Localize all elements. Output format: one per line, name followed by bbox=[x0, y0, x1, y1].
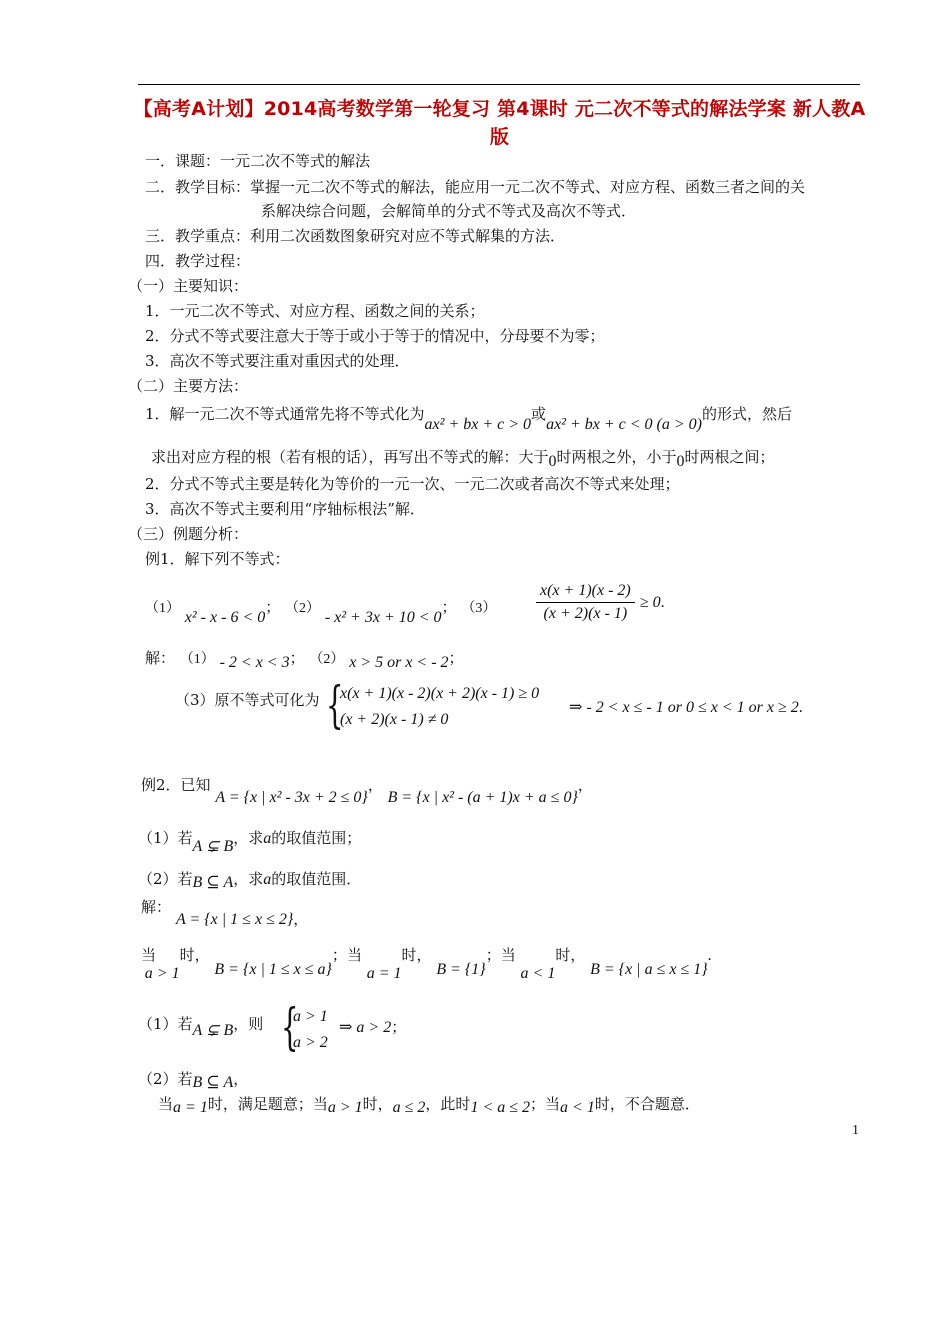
case1-cond: a > 1 bbox=[144, 965, 180, 982]
sol2-label: （2） bbox=[309, 652, 345, 667]
q2-text-c: 的取值范围． bbox=[271, 870, 362, 888]
sol3-brace: { bbox=[326, 676, 344, 734]
method-1-text-d: 时两根之外，小于 bbox=[556, 448, 677, 466]
case1-sep: ； bbox=[331, 946, 347, 964]
ex1-p1-label: （1） bbox=[145, 601, 180, 616]
ex2-question-2 bbox=[138, 869, 361, 890]
section-process: 四．教学过程： bbox=[145, 252, 251, 270]
s1-system bbox=[293, 1004, 328, 1056]
example-2-prompt-line bbox=[141, 775, 593, 806]
f-dang1: 当 bbox=[158, 1095, 174, 1113]
page-number: 1 bbox=[852, 1123, 859, 1138]
f-text3: ，此时 bbox=[425, 1095, 471, 1113]
sol-sep1: ； bbox=[289, 649, 305, 667]
method-1-expr2: ax² + bx + c < 0 (a > 0) bbox=[546, 416, 703, 433]
s1-brace: { bbox=[281, 998, 299, 1056]
f-text4: ；当 bbox=[530, 1095, 561, 1113]
sol2-expr: x > 5 or x < - 2 bbox=[349, 654, 449, 671]
s2-comma: ， bbox=[233, 1070, 249, 1088]
s1-line2: a > 2 bbox=[293, 1034, 328, 1051]
ex2-set-A-result: A = {x | 1 ≤ x ≤ 2} bbox=[176, 911, 294, 928]
case1-shi: 时， bbox=[179, 946, 210, 964]
s2-relation: B ⊆ A bbox=[192, 1074, 234, 1091]
f-text2: 时， bbox=[362, 1095, 393, 1113]
ex2-sol-1-line bbox=[138, 1014, 264, 1039]
case3-period: . bbox=[707, 947, 712, 964]
method-1-text-a: 1．解一元二次不等式通常先将不等式化为 bbox=[145, 405, 425, 423]
q2-text-a: （2）若 bbox=[138, 870, 193, 888]
sol1-expr: - 2 < x < 3 bbox=[219, 654, 290, 671]
ex1-p3-period: . bbox=[660, 594, 665, 611]
case2-shi: 时， bbox=[401, 946, 432, 964]
ex1-p1-expr: x² - x - 6 < 0 bbox=[184, 609, 266, 626]
method-1-text-e: 时两根之间； bbox=[684, 448, 775, 466]
case3-cond: a < 1 bbox=[520, 965, 556, 982]
f-cond2: a > 1 bbox=[327, 1099, 363, 1116]
case1-set: B = {x | 1 ≤ x ≤ a} bbox=[214, 961, 332, 978]
s1-relation: A ⊊ B bbox=[192, 1022, 234, 1039]
s1-result-line bbox=[339, 1017, 406, 1038]
q2-relation: B ⊆ A bbox=[192, 874, 234, 891]
sol3-line2: (x + 2)(x - 1) ≠ 0 bbox=[340, 711, 449, 728]
example-1-solution bbox=[145, 648, 464, 670]
case3-dang: 当 bbox=[500, 946, 516, 964]
case2-cond: a = 1 bbox=[366, 965, 402, 982]
ex1-sep1: ； bbox=[265, 598, 281, 616]
q2-text-b: ，求 bbox=[233, 870, 264, 888]
f-cond5: a < 1 bbox=[560, 1099, 595, 1116]
example-1-problems bbox=[145, 597, 497, 626]
s2-text-a: （2）若 bbox=[138, 1070, 193, 1088]
ex2-set-A-result-line bbox=[176, 909, 308, 930]
s1-semi: ； bbox=[391, 1018, 407, 1036]
method-3: 3．高次不等式主要利用“序轴标根法”解． bbox=[145, 500, 425, 518]
case2-set: B = {1} bbox=[436, 961, 486, 978]
case3-shi: 时， bbox=[555, 946, 586, 964]
knowledge-item-2: 2．分式不等式要注意大于等于或小于等于的情况中，分母要不为零； bbox=[145, 327, 605, 345]
knowledge-item-1: 1．一元二次不等式、对应方程、函数之间的关系； bbox=[145, 302, 485, 320]
f-cond4: 1 < a ≤ 2 bbox=[470, 1099, 531, 1116]
methods-heading: （二）主要方法： bbox=[128, 377, 249, 395]
f-text5: 时，不合题意． bbox=[594, 1095, 700, 1113]
ex1-p3-label: （3） bbox=[461, 601, 497, 616]
ex1-p3-fraction bbox=[536, 582, 665, 623]
method-1-line2 bbox=[151, 447, 775, 468]
ex2-set-A: A = {x | x² - 3x + 2 ≤ 0} bbox=[215, 789, 368, 806]
case2-dang: 当 bbox=[346, 946, 362, 964]
method-1-expr1: ax² + bx + c > 0 bbox=[424, 416, 532, 433]
ex2-solution-head: 解： bbox=[141, 898, 172, 916]
section-goal-line1: 二．教学目标：掌握一元二次不等式的解法，能应用一元二次不等式、对应方程、函数三者之间的关 bbox=[145, 178, 806, 196]
q1-var: a bbox=[263, 830, 272, 847]
method-1-text-c: 求出对应方程的根（若有根的话），再写出不等式的解：大于 bbox=[151, 448, 549, 466]
sol3-system bbox=[340, 681, 539, 733]
case2-sep: ； bbox=[485, 946, 501, 964]
ex2-sol-2-line bbox=[138, 1069, 248, 1090]
ex1-p3-numerator: x(x + 1)(x - 2) bbox=[536, 582, 635, 603]
ex2-prompt: 例2．已知 bbox=[141, 776, 211, 794]
sol-sep2: ； bbox=[448, 649, 464, 667]
ex2-comma1: ， bbox=[367, 776, 383, 794]
method-1-zero1: 0 bbox=[548, 453, 557, 470]
sol3-period: . bbox=[798, 699, 803, 716]
ex2-setA-comma: ， bbox=[293, 910, 309, 928]
sol-label: 解： bbox=[145, 649, 176, 667]
section-topic: 一．课题：一元二次不等式的解法 bbox=[145, 152, 371, 170]
q1-text-b: ，求 bbox=[233, 829, 264, 847]
example-1-prompt: 例1．解下列不等式： bbox=[145, 550, 290, 568]
f-cond3: a ≤ 2 bbox=[392, 1099, 426, 1116]
document-title: 【高考A计划】2014高考数学第一轮复习 第4课时 元二次不等式的解法学案 新人教A版 bbox=[133, 98, 866, 148]
ex1-p3-denominator: (x + 2)(x - 1) bbox=[543, 605, 628, 622]
q1-text-c: 的取值范围； bbox=[271, 829, 362, 847]
sol3-text: （3）原不等式可化为 bbox=[175, 691, 320, 709]
f-text1: 时，满足题意；当 bbox=[207, 1095, 328, 1113]
section-goal-line2: 系解决综合问题，会解简单的分式不等式及高次不等式． bbox=[261, 202, 637, 220]
q2-var: a bbox=[263, 871, 272, 888]
ex2-question-1 bbox=[138, 828, 362, 855]
s1-text-b: ，则 bbox=[233, 1015, 264, 1033]
q1-relation: A ⊊ B bbox=[192, 838, 234, 855]
method-2: 2．分式不等式主要是转化为等价的一元一次、一元二次或者高次不等式来处理； bbox=[145, 475, 680, 493]
method-1-text-b: 的形式，然后 bbox=[702, 405, 793, 423]
q1-text-a: （1）若 bbox=[138, 829, 193, 847]
method-1-line1 bbox=[145, 404, 793, 433]
ex1-p2-expr: - x² + 3x + 10 < 0 bbox=[324, 609, 442, 626]
case1-dang: 当 bbox=[141, 946, 157, 964]
f-cond1: a = 1 bbox=[173, 1099, 208, 1116]
ex2-cases-line bbox=[141, 945, 712, 982]
method-1-or: 或 bbox=[531, 405, 547, 423]
s1-text-a: （1）若 bbox=[138, 1015, 193, 1033]
method-1-zero2: 0 bbox=[676, 453, 685, 470]
section-focus: 三．教学重点：利用二次函数图象研究对应不等式解集的方法． bbox=[145, 227, 566, 245]
ex2-comma2: ， bbox=[577, 776, 593, 794]
sol3-result-line bbox=[569, 697, 803, 718]
sol3-result: ⇒ - 2 < x ≤ - 1 or 0 ≤ x < 1 or x ≥ 2 bbox=[569, 699, 799, 716]
knowledge-item-3: 3．高次不等式要注重对重因式的处理． bbox=[145, 352, 410, 370]
sol3-line1: x(x + 1)(x - 2)(x + 2)(x - 1) ≥ 0 bbox=[340, 685, 540, 702]
ex1-sep2: ； bbox=[441, 598, 457, 616]
header-rule bbox=[138, 84, 860, 85]
case3-set: B = {x | a ≤ x ≤ 1} bbox=[590, 961, 708, 978]
examples-heading: （三）例题分析： bbox=[128, 525, 249, 543]
ex2-set-B: B = {x | x² - (a + 1)x + a ≤ 0} bbox=[387, 789, 578, 806]
knowledge-heading: （一）主要知识： bbox=[128, 277, 249, 295]
ex1-p3-relation: ≥ 0 bbox=[639, 594, 661, 611]
ex1-p2-label: （2） bbox=[285, 601, 321, 616]
s1-line1: a > 1 bbox=[293, 1008, 328, 1025]
s1-result: ⇒ a > 2 bbox=[339, 1019, 392, 1036]
sol1-label: （1） bbox=[179, 652, 215, 667]
ex2-final-line bbox=[158, 1094, 700, 1115]
